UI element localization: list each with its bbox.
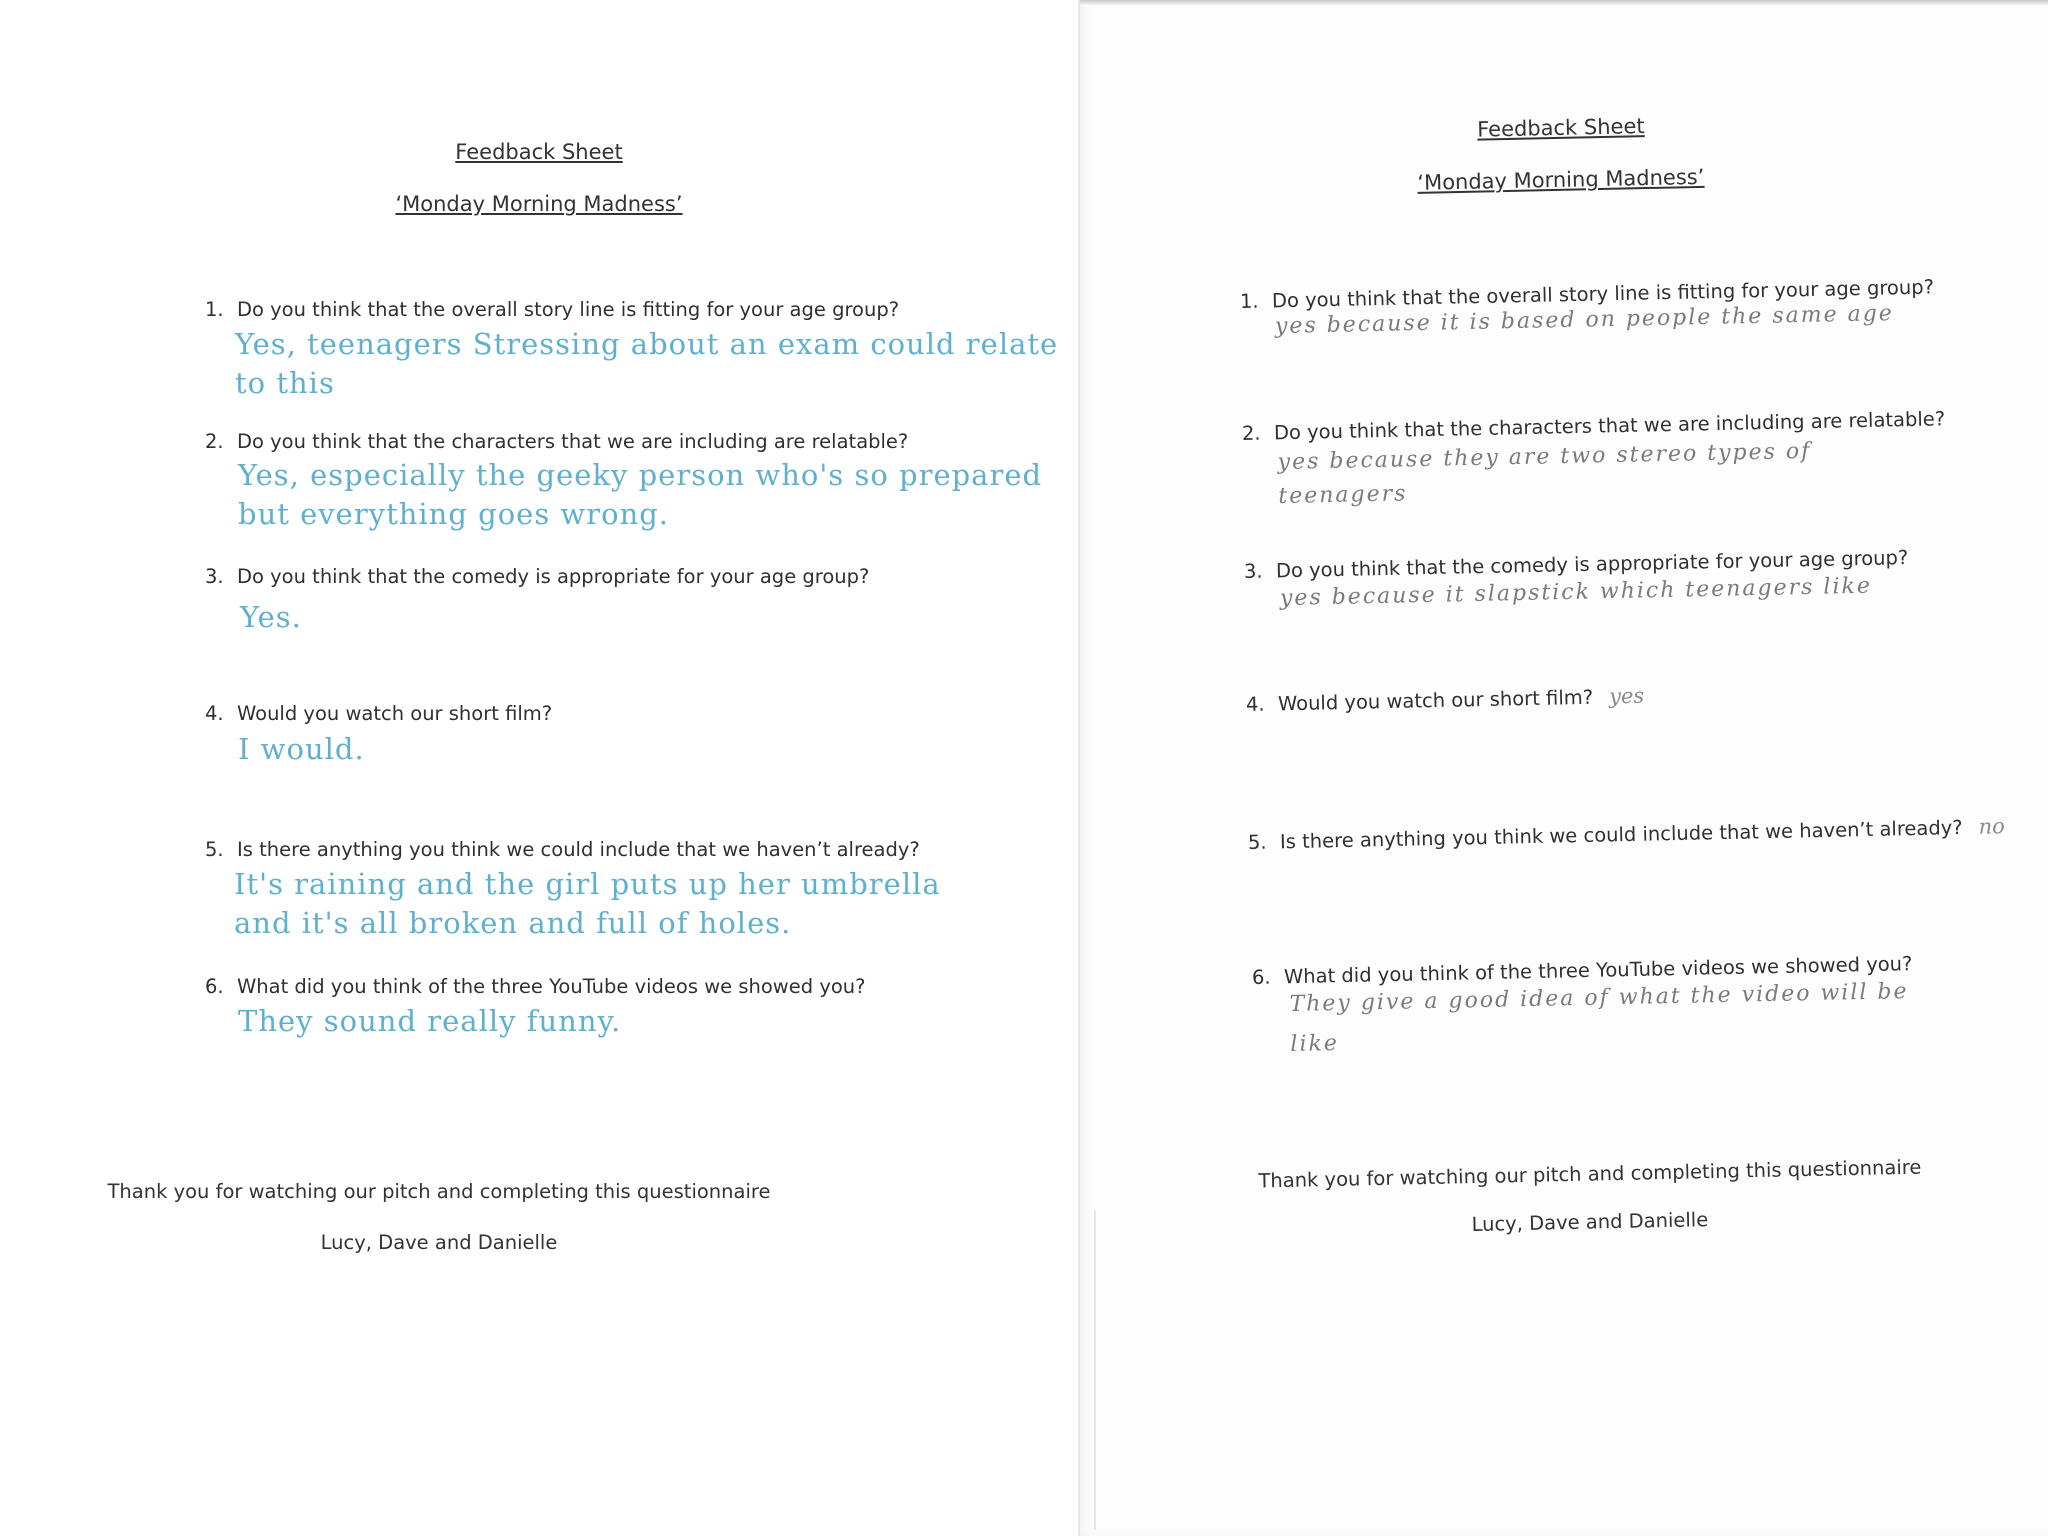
question-number: 1. xyxy=(1239,289,1259,313)
question-text: Do you think that the comedy is appropriate for your age group? xyxy=(1275,546,1909,583)
question-number: 2. xyxy=(1241,421,1261,445)
answer-line: Yes, teenagers Stressing about an exam could relate xyxy=(235,327,1059,361)
answer-2 xyxy=(238,456,1042,534)
question-text: Would you watch our short film? xyxy=(1277,685,1594,716)
question-number: 5. xyxy=(1247,830,1267,854)
question-number: 3. xyxy=(205,565,224,588)
question-number: 1. xyxy=(205,298,224,321)
question-text: Do you think that the characters that we are including are relatable? xyxy=(1273,407,1946,445)
question-number: 4. xyxy=(205,702,224,725)
answer-line: Yes. xyxy=(240,600,302,634)
answer-line: Yes, especially the geeky person who's so prepared xyxy=(238,458,1043,492)
answer-line: like xyxy=(1290,1030,1340,1057)
question-text: Do you think that the overall story line is fitting for your age group? xyxy=(1271,275,1935,313)
answer-line: I would. xyxy=(238,732,365,766)
answer-line: yes because it is based on people the same age xyxy=(1274,301,1895,339)
signature: Lucy, Dave and Danielle xyxy=(1471,1208,1709,1237)
answer-line: yes because they are two stereo types of xyxy=(1277,438,1812,476)
question-number: 3. xyxy=(1243,559,1263,583)
signature: Lucy, Dave and Danielle xyxy=(320,1231,558,1254)
answer-line: and it's all broken and full of holes. xyxy=(234,906,792,940)
answer-3 xyxy=(240,598,302,637)
question-number: 6. xyxy=(205,975,224,998)
answer-line: yes because it slapstick which teenagers like xyxy=(1279,573,1873,611)
closing-message: Thank you for watching our pitch and completing this questionnaire xyxy=(107,1180,771,1203)
answer-4 xyxy=(238,730,365,769)
question-5 xyxy=(205,838,920,861)
sheet-subtitle: ‘Monday Morning Madness’ xyxy=(395,192,683,216)
answer-line: They give a good idea of what the video will be xyxy=(1289,979,1909,1018)
answer-line: to this xyxy=(235,366,335,400)
question-text: Is there anything you think we could include that we haven’t already? xyxy=(1279,816,1963,854)
question-4 xyxy=(205,702,552,725)
question-number: 5. xyxy=(205,838,224,861)
sheet-edge-shadow xyxy=(1080,0,2048,6)
question-1 xyxy=(205,298,899,321)
sheet-title: Feedback Sheet xyxy=(455,140,623,164)
question-5 xyxy=(1248,814,2005,854)
sheet-subtitle: ‘Monday Morning Madness’ xyxy=(1417,164,1705,195)
answer-line: but everything goes wrong. xyxy=(238,497,670,531)
feedback-sheet-right xyxy=(1078,0,2048,1536)
inline-answer: yes xyxy=(1608,683,1645,709)
question-6 xyxy=(205,975,866,998)
question-text: Would you watch our short film? xyxy=(237,702,553,725)
answer-line: They sound really funny. xyxy=(238,1004,622,1038)
question-number: 4. xyxy=(1245,692,1265,716)
question-number: 2. xyxy=(205,430,224,453)
answer-2 xyxy=(1277,435,1812,514)
question-text: What did you think of the three YouTube videos we showed you? xyxy=(237,975,866,998)
question-4 xyxy=(1246,684,1645,716)
answer-6 xyxy=(238,1002,621,1041)
answer-6 xyxy=(1289,975,1909,1062)
question-3 xyxy=(205,565,869,588)
question-text: Do you think that the characters that we are including are relatable? xyxy=(237,430,909,453)
question-number: 6. xyxy=(1251,965,1271,989)
question-text: Do you think that the comedy is appropriate for your age group? xyxy=(237,565,870,588)
closing-message: Thank you for watching our pitch and completing this questionnaire xyxy=(1258,1155,1922,1193)
answer-line: It's raining and the girl puts up her umbrella xyxy=(234,867,941,901)
question-text: What did you think of the three YouTube videos we showed you? xyxy=(1283,952,1913,989)
answer-line: teenagers xyxy=(1278,481,1408,509)
sheet-title: Feedback Sheet xyxy=(1476,114,1645,142)
question-2 xyxy=(205,430,908,453)
answer-5 xyxy=(234,865,941,943)
answer-1 xyxy=(235,325,1058,403)
question-text: Do you think that the overall story line is fitting for your age group? xyxy=(237,298,900,321)
question-text: Is there anything you think we could include that we haven’t already? xyxy=(237,838,920,861)
inline-answer: no xyxy=(1978,814,2006,839)
page-fold xyxy=(1094,1210,1096,1530)
